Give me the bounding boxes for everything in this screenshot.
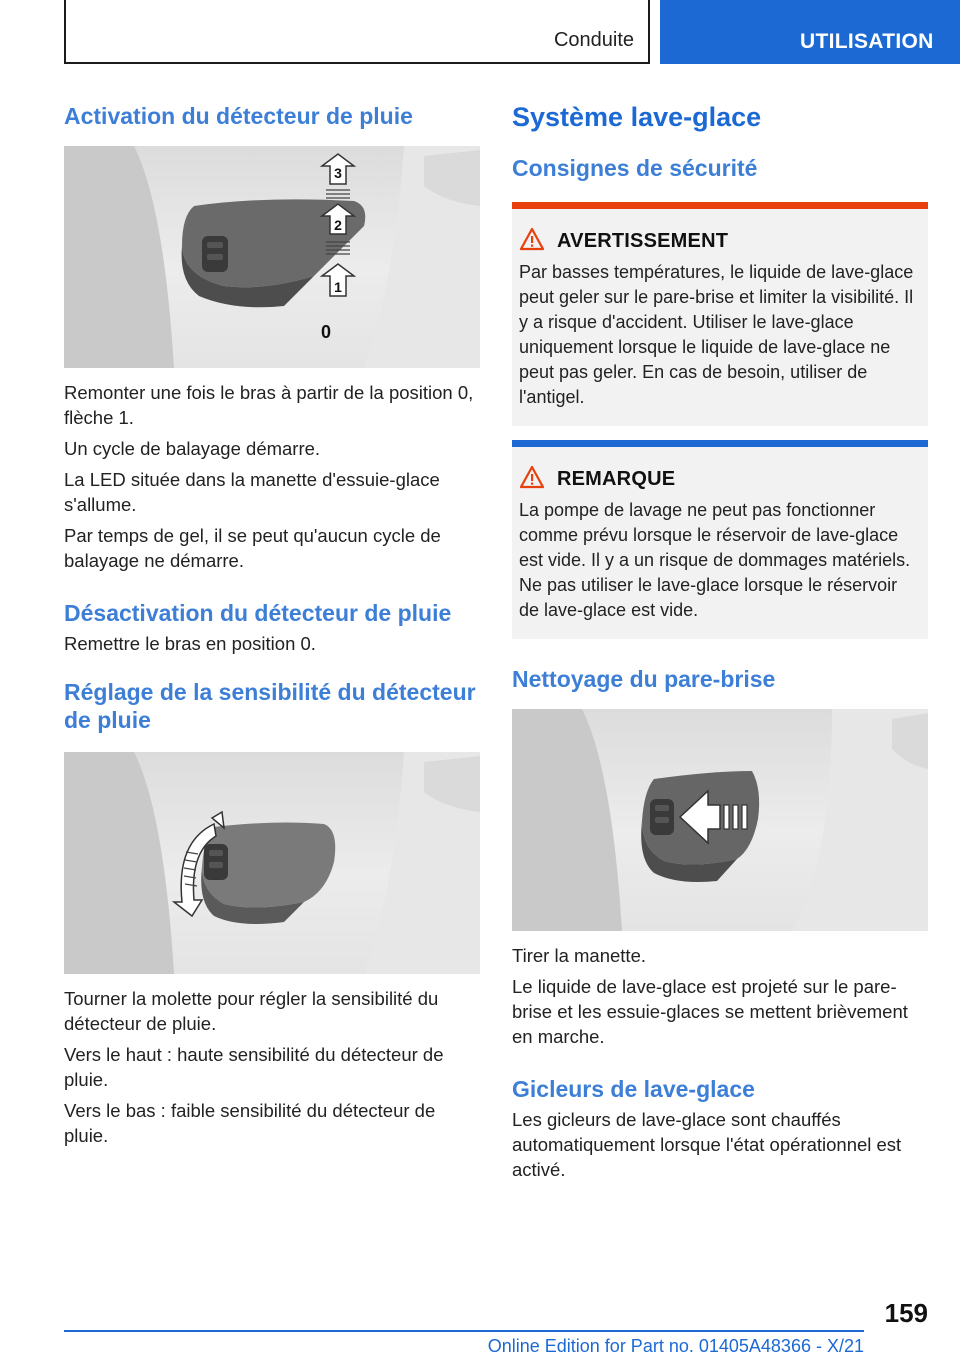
footer-divider	[64, 1330, 864, 1332]
heading-reglage: Réglage de la sensibilité du détecteur de pluie	[64, 679, 476, 733]
right-column	[512, 100, 928, 1182]
warning-text: Par basses températures, le liquide de lave-glace peut geler sur le pare-brise et limiter la visibilité. Il y a risque d'accident. Utiliser le lave-glace uniquement lorsque le liquide de lave-glace ne peut pas geler. En cas de besoin, utiliser de l'antigel.	[519, 262, 914, 407]
figure-label-0: 0	[320, 322, 332, 342]
header-chapter-box	[64, 0, 650, 64]
desactivation-para: Remettre le bras en position 0.	[64, 633, 316, 654]
remarque-text: La pompe de lavage ne peut pas fonctionner comme prévu lorsque le réservoir de lave-glace est vide. Il y a un risque de dommages matériels. Ne pas utiliser le lave-glace lorsque le réservoir de lave-glace est vide.	[519, 500, 911, 620]
warning-box	[512, 202, 928, 426]
footer-edition: Online Edition for Part no. 01405A48366 - X/21	[487, 1336, 864, 1356]
heading-activation: Activation du détecteur de pluie	[64, 103, 413, 129]
reglage-para-1: Tourner la molette pour régler la sensibilité du détecteur de pluie.	[64, 988, 439, 1034]
activation-para-3: La LED située dans la manette d'essuie-glace s'allume.	[64, 469, 440, 515]
activation-para-4: Par temps de gel, il se peut qu'aucun cycle de balayage ne démarre.	[64, 525, 441, 571]
heading-consignes: Consignes de sécurité	[512, 155, 758, 181]
figure-label-1: 1	[334, 279, 342, 295]
heading-nettoyage: Nettoyage du pare-brise	[512, 666, 776, 692]
warning-title: AVERTISSEMENT	[557, 230, 729, 252]
remarque-box	[512, 440, 928, 639]
figure-label-2: 2	[334, 217, 342, 233]
gicleurs-para: Les gicleurs de lave-glace sont chauffés automatiquement lorsque l'état opérationnel est activé.	[512, 1109, 902, 1180]
page-number: 159	[884, 1298, 928, 1328]
notice-triangle-icon	[519, 465, 545, 494]
heading-desactivation: Désactivation du détecteur de pluie	[64, 600, 452, 626]
activation-para-2: Un cycle de balayage démarre.	[64, 438, 321, 459]
reglage-para-2: Vers le haut : haute sensibilité du détecteur de pluie.	[64, 1044, 444, 1090]
header-section-tab	[660, 0, 960, 64]
remarque-title: REMARQUE	[557, 468, 676, 490]
reglage-para-3: Vers le bas : faible sensibilité du détecteur de pluie.	[64, 1100, 436, 1146]
figure-rain-sensor-activation	[64, 146, 480, 368]
figure-sensitivity-wheel	[64, 752, 480, 974]
figure-label-3: 3	[334, 165, 342, 181]
warning-triangle-icon	[519, 227, 545, 256]
header-section: UTILISATION	[800, 30, 934, 53]
figure-windshield-washer	[512, 709, 928, 931]
nettoyage-para-1: Tirer la manette.	[512, 945, 646, 966]
left-column	[64, 100, 480, 1148]
heading-gicleurs: Gicleurs de lave-glace	[512, 1076, 755, 1102]
activation-para-1: Remonter une fois le bras à partir de la position 0, flèche 1.	[64, 382, 474, 428]
header-chapter: Conduite	[553, 29, 634, 51]
heading-systeme: Système lave-glace	[512, 102, 762, 132]
nettoyage-para-2: Le liquide de lave-glace est projeté sur le pare-brise et les essuie-glaces se mettent brièvement en marche.	[512, 976, 908, 1047]
